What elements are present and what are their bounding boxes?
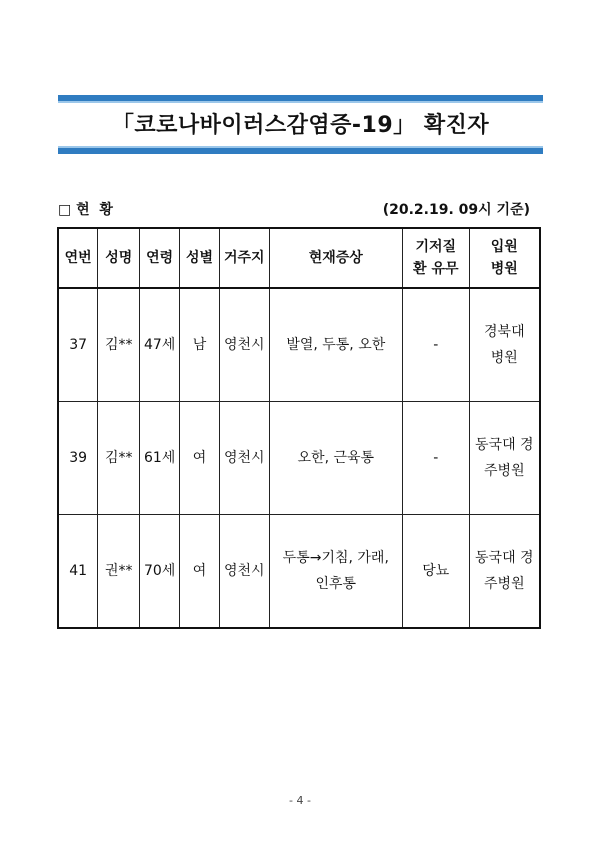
cell-underlying: 당뇨 xyxy=(402,515,469,629)
cell-symptoms: 발열, 두통, 오한 xyxy=(269,288,402,402)
cell-symptoms: 두통→기침, 가래, 인후통 xyxy=(269,515,402,629)
cell-hospital: 경북대 병원 xyxy=(469,288,540,402)
header-cell: 거주지 xyxy=(219,228,269,288)
cell-residence: 영천시 xyxy=(219,288,269,402)
cell-hospital: 동국대 경주병원 xyxy=(469,402,540,515)
section-heading: □ 현 황 xyxy=(58,202,113,218)
title-rule-top-accent xyxy=(58,101,543,103)
cell-name: 권** xyxy=(98,515,140,629)
cell-symptoms: 오한, 근육통 xyxy=(269,402,402,515)
header-cell-wrap: 기저질환 유무 xyxy=(402,228,469,288)
as-of-date: (20.2.19. 09시 기준) xyxy=(382,202,530,218)
cases-table xyxy=(57,227,541,629)
cell-name: 김** xyxy=(98,402,140,515)
cell-name: 김** xyxy=(98,288,140,402)
header-cell-wrap: 입원 병원 xyxy=(469,228,540,288)
table-header-row xyxy=(58,228,540,288)
header-cell: 현재증상 xyxy=(269,228,402,288)
cell-sex: 남 xyxy=(180,288,220,402)
cell-residence: 영천시 xyxy=(219,402,269,515)
cell-age: 70세 xyxy=(140,515,180,629)
cell-residence: 영천시 xyxy=(219,515,269,629)
page-number: - 4 - xyxy=(289,794,311,807)
header-cell: 성명 xyxy=(98,228,140,288)
cell-sex: 여 xyxy=(180,402,220,515)
cell-hospital: 동국대 경주병원 xyxy=(469,515,540,629)
cell-age: 47세 xyxy=(140,288,180,402)
cell-underlying: - xyxy=(402,288,469,402)
cell-age: 61세 xyxy=(140,402,180,515)
table-row xyxy=(58,402,540,515)
table-row xyxy=(58,515,540,629)
cell-sex: 여 xyxy=(180,515,220,629)
table-row xyxy=(58,288,540,402)
header-cell: 연령 xyxy=(140,228,180,288)
title-rule-bottom xyxy=(58,148,543,154)
header-cell: 성별 xyxy=(180,228,220,288)
cell-case-no: 37 xyxy=(58,288,98,402)
cell-case-no: 39 xyxy=(58,402,98,515)
header-cell: 연번 xyxy=(58,228,98,288)
cell-case-no: 41 xyxy=(58,515,98,629)
page-title: 「코로나바이러스감염증-19」 확진자 xyxy=(111,113,490,138)
cell-underlying: - xyxy=(402,402,469,515)
